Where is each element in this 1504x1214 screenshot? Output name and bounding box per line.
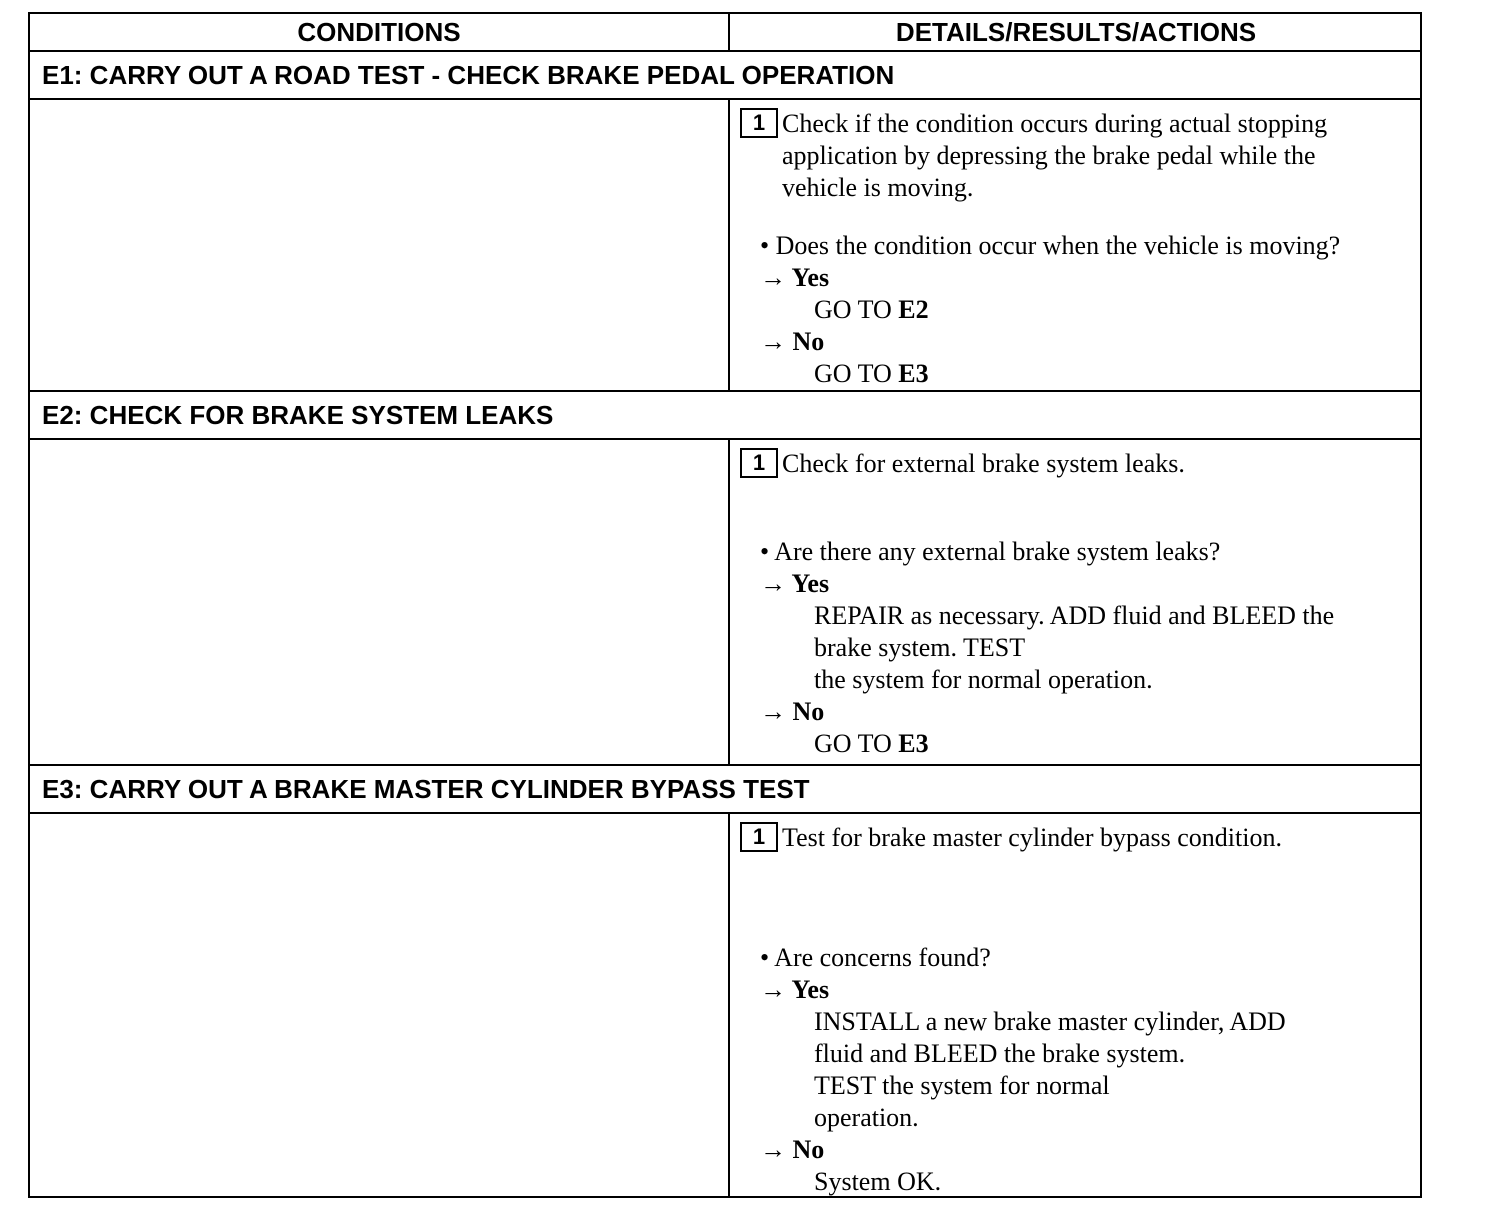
- action-text: GO TO: [814, 729, 899, 758]
- yes-label: → Yes: [760, 569, 830, 598]
- section-title-e3: E3: CARRY OUT A BRAKE MASTER CYLINDER BYPASS TEST: [30, 766, 1420, 814]
- details-cell-e2: [730, 440, 1420, 766]
- no-action: System OK.: [814, 1167, 942, 1196]
- goto-target: E3: [898, 359, 929, 388]
- action-text: GO TO: [814, 295, 899, 324]
- step-text: vehicle is moving.: [782, 173, 974, 202]
- details-header: DETAILS/RESULTS/ACTIONS: [730, 14, 1422, 52]
- step-text: application by depressing the brake pedal while the: [782, 141, 1316, 170]
- no-label: → No: [760, 697, 825, 726]
- step-text: Check for external brake system leaks.: [782, 449, 1185, 478]
- yes-action: [760, 294, 1410, 326]
- no-label: → No: [760, 1135, 825, 1164]
- details-cell-e1: [730, 100, 1420, 392]
- conditions-cell-e1: [30, 100, 730, 392]
- yes-label: → Yes: [760, 263, 830, 292]
- step-text: Check if the condition occurs during actual stopping: [782, 109, 1328, 138]
- step-number-box: 1: [740, 108, 778, 138]
- yes-label: → Yes: [760, 975, 830, 1004]
- question-block-e2: [760, 536, 1410, 760]
- section-title-e1: E1: CARRY OUT A ROAD TEST - CHECK BRAKE PEDAL OPERATION: [30, 52, 1420, 100]
- no-action: [760, 728, 1410, 760]
- goto-target: E2: [898, 295, 929, 324]
- step-e3: [740, 822, 1400, 854]
- yes-action: fluid and BLEED the brake system.: [814, 1039, 1186, 1068]
- step-number-box: 1: [740, 448, 778, 478]
- section-title-e2: E2: CHECK FOR BRAKE SYSTEM LEAKS: [30, 392, 1420, 440]
- question-text: • Are concerns found?: [760, 943, 991, 972]
- yes-action: INSTALL a new brake master cylinder, ADD: [814, 1007, 1286, 1036]
- yes-action: the system for normal operation.: [814, 665, 1153, 694]
- yes-action: TEST the system for normal: [814, 1071, 1110, 1100]
- question-text: • Are there any external brake system leaks?: [760, 537, 1221, 566]
- question-text: • Does the condition occur when the vehicle is moving?: [760, 231, 1341, 260]
- step-text: Test for brake master cylinder bypass condition.: [782, 823, 1282, 852]
- step-e2: [740, 448, 1400, 480]
- step-e1: [740, 108, 1400, 204]
- step-number-box: 1: [740, 822, 778, 852]
- details-cell-e3: [730, 814, 1420, 1196]
- diagnostic-table: [28, 12, 1422, 1198]
- goto-target: E3: [898, 729, 929, 758]
- yes-action: REPAIR as necessary. ADD fluid and BLEED the: [814, 601, 1335, 630]
- action-text: GO TO: [814, 359, 899, 388]
- yes-action: operation.: [814, 1103, 919, 1132]
- no-action: [760, 358, 1410, 390]
- conditions-cell-e2: [30, 440, 730, 766]
- no-label: → No: [760, 327, 825, 356]
- conditions-header: CONDITIONS: [30, 14, 730, 52]
- yes-action: brake system. TEST: [814, 633, 1026, 662]
- question-block-e1: [760, 230, 1410, 390]
- conditions-cell-e3: [30, 814, 730, 1196]
- question-block-e3: [760, 942, 1410, 1198]
